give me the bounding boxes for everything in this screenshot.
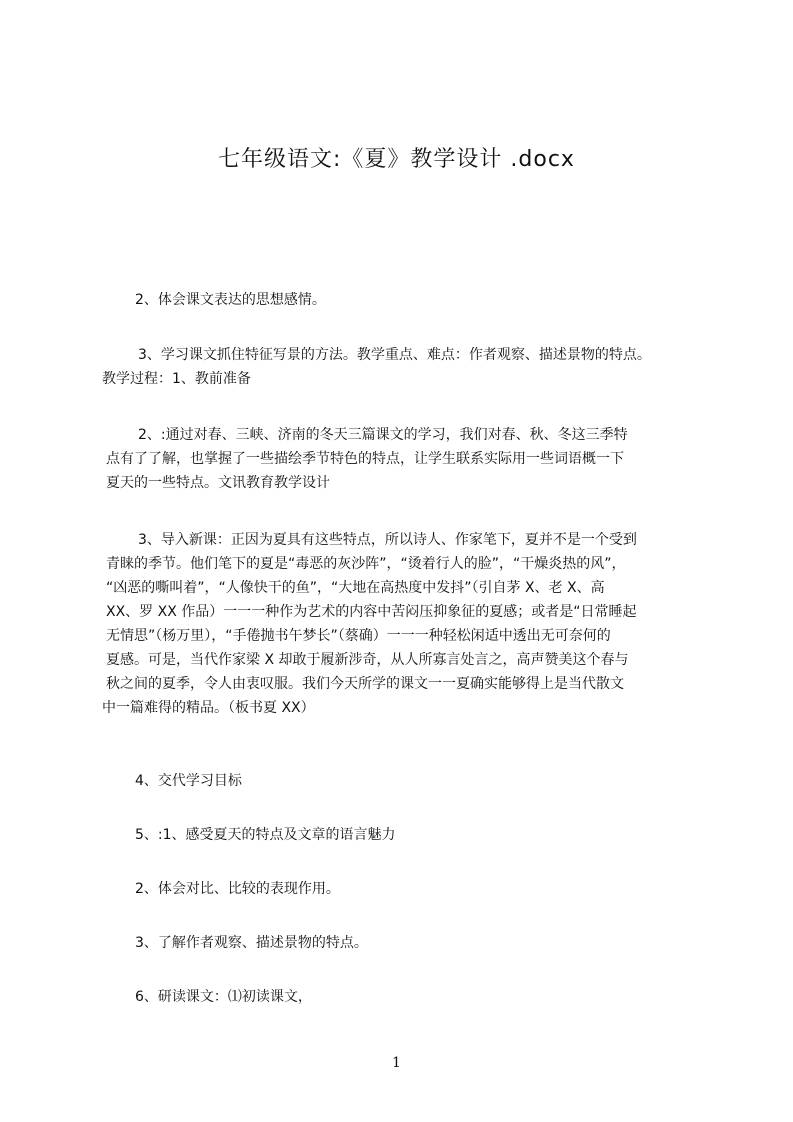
paragraph-line: 青睐的季节。他们笔下的夏是“毒恶的灰沙阵”，“烫着行人的脸”，“干燥炎热的风”， [106,556,626,572]
paragraph-goal-1: 5、:1、感受夏天的特点及文章的语言魅力 [135,827,396,843]
paragraph-line: 2、:通过对春、三峡、济南的冬天三篇课文的学习，我们对春、秋、冬这三季特 [138,427,628,443]
paragraph-line: XX、罗 XX 作品）一一一种作为艺术的内容中苦闷压抑象征的夏感；或者是“日常睡起 [106,604,637,620]
paragraph-objective-2: 2、体会课文表达的思想感情。 [135,292,326,308]
paragraph-line: 教学过程：1、教前准备 [102,371,251,387]
paragraph-line: 夏感。可是，当代作家梁 X 却敢于履新涉奇，从人所寡言处言之，高声赞美这个春与 [106,652,629,668]
paragraph-line: 中一篇难得的精品。（板书夏 XX） [102,700,315,716]
paragraph-goal-2: 2、体会对比、比较的表现作用。 [135,881,340,897]
paragraph-goal-3: 3、了解作者观察、描述景物的特点。 [135,935,368,951]
paragraph-line: 秋之间的夏季，令人由衷叹服。我们今天所学的课文一一夏确实能够得上是当代散文 [106,676,624,692]
paragraph-study-text: 6、研读课文：⑴初读课文， [135,989,312,1005]
document-title: 七年级语文:《夏》教学设计 .docx [218,147,575,172]
paragraph-objective-3 [102,343,651,391]
paragraph-line: 3、学习课文抓住特征写景的方法。教学重点、难点：作者观察、描述景物的特点。 [138,347,651,363]
paragraph-introduction [102,528,637,720]
paragraph-line: “凶恶的嘶叫着”，“人像快干的鱼”，“大地在高热度中发抖”（引自茅 X、老 X、高 [106,580,605,596]
paragraph-preparation [106,423,628,495]
page-number: 1 [392,1055,401,1071]
paragraph-line: 点有了了解，也掌握了一些描绘季节特色的特点，让学生联系实际用一些词语概一下 [106,451,624,467]
paragraph-line: 无情思”（杨万里），“手倦抛书午梦长”（蔡确）一一一种轻松闲适中透出无可奈何的 [106,628,611,644]
paragraph-learning-goals: 4、交代学习目标 [135,773,242,789]
paragraph-line: 夏天的一些特点。文讯教育教学设计 [106,475,330,491]
paragraph-line: 3、导入新课：正因为夏具有这些特点，所以诗人、作家笔下，夏并不是一个受到 [138,532,637,548]
